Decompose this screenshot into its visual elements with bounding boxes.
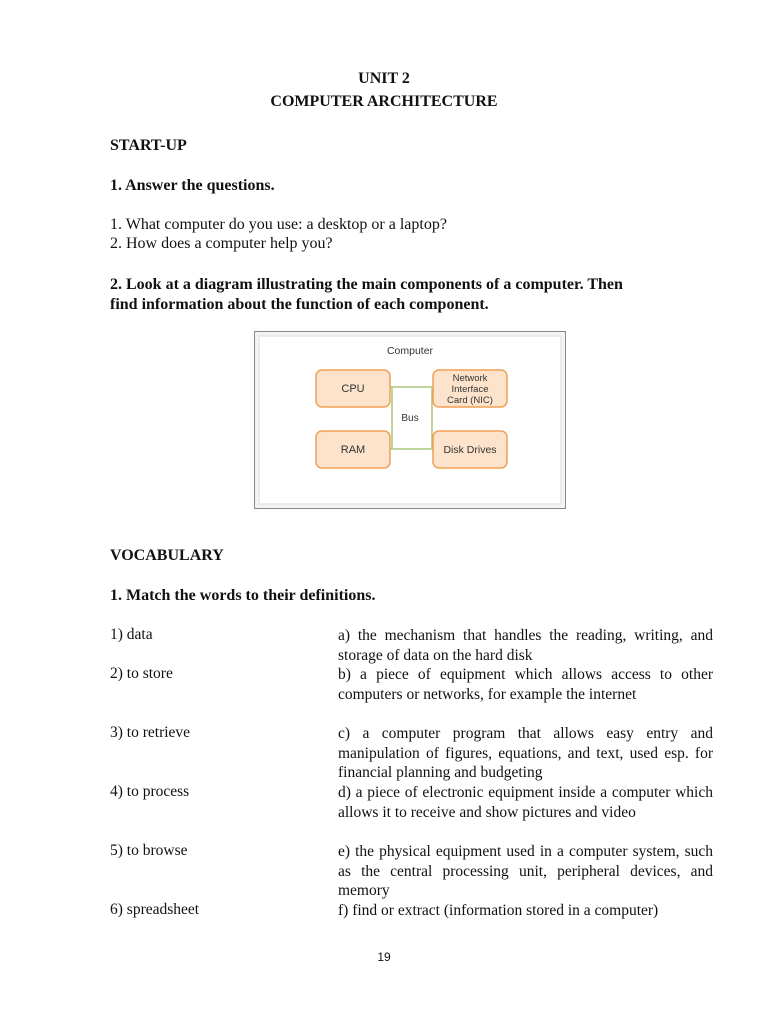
disk-drives-label: Disk Drives: [443, 444, 497, 456]
vocabulary-heading: VOCABULARY: [110, 547, 224, 564]
nic-label-line2: Interface: [451, 384, 489, 395]
bus-label: Bus: [401, 413, 419, 424]
computer-label: Computer: [386, 345, 434, 357]
term-4: 4) to process: [110, 783, 190, 800]
definition-c: c) a computer program that allows easy entry and manipulation of figures, equations, and text, used esp. for financial planning and budgeting: [338, 725, 713, 781]
definition-a: a) the mechanism that handles the reading, writing, and storage of data on the hard disk: [338, 627, 713, 664]
unit-label: UNIT 2: [358, 70, 410, 87]
vocab-task1-title: 1. Match the words to their definitions.: [110, 587, 376, 604]
cpu-label: CPU: [341, 383, 365, 395]
definition-f: f) find or extract (information stored in a computer): [338, 902, 659, 919]
term-2: 2) to store: [110, 665, 173, 682]
unit-title: COMPUTER ARCHITECTURE: [270, 93, 498, 110]
task2-title-line1: 2. Look at a diagram illustrating the main components of a computer. Then: [110, 276, 623, 293]
definition-d: d) a piece of electronic equipment inside a computer which allows it to receive and show pictures and video: [338, 784, 713, 821]
definition-e: e) the physical equipment used in a computer system, such as the central processing unit, peripheral devices, and memory: [338, 843, 713, 899]
task2-title: [110, 275, 710, 315]
task2-title-line2: find information about the function of each component.: [110, 296, 489, 313]
task1-title: 1. Answer the questions.: [110, 177, 275, 194]
nic-label-line1: Network: [452, 373, 488, 384]
computer-components-diagram: [254, 331, 566, 509]
page-number: 19: [377, 950, 391, 964]
term-5: 5) to browse: [110, 842, 188, 859]
term-3: 3) to retrieve: [110, 724, 191, 741]
definition-b: b) a piece of equipment which allows access to other computers or networks, for example the internet: [338, 666, 713, 703]
question-1: 1. What computer do you use: a desktop or a laptop?: [110, 216, 447, 233]
ram-label: RAM: [340, 444, 366, 456]
term-1: 1) data: [110, 626, 153, 643]
startup-heading: START-UP: [110, 137, 187, 154]
term-6: 6) spreadsheet: [110, 901, 200, 918]
question-2: 2. How does a computer help you?: [110, 235, 333, 252]
nic-label-line3: Card (NIC): [447, 395, 493, 406]
